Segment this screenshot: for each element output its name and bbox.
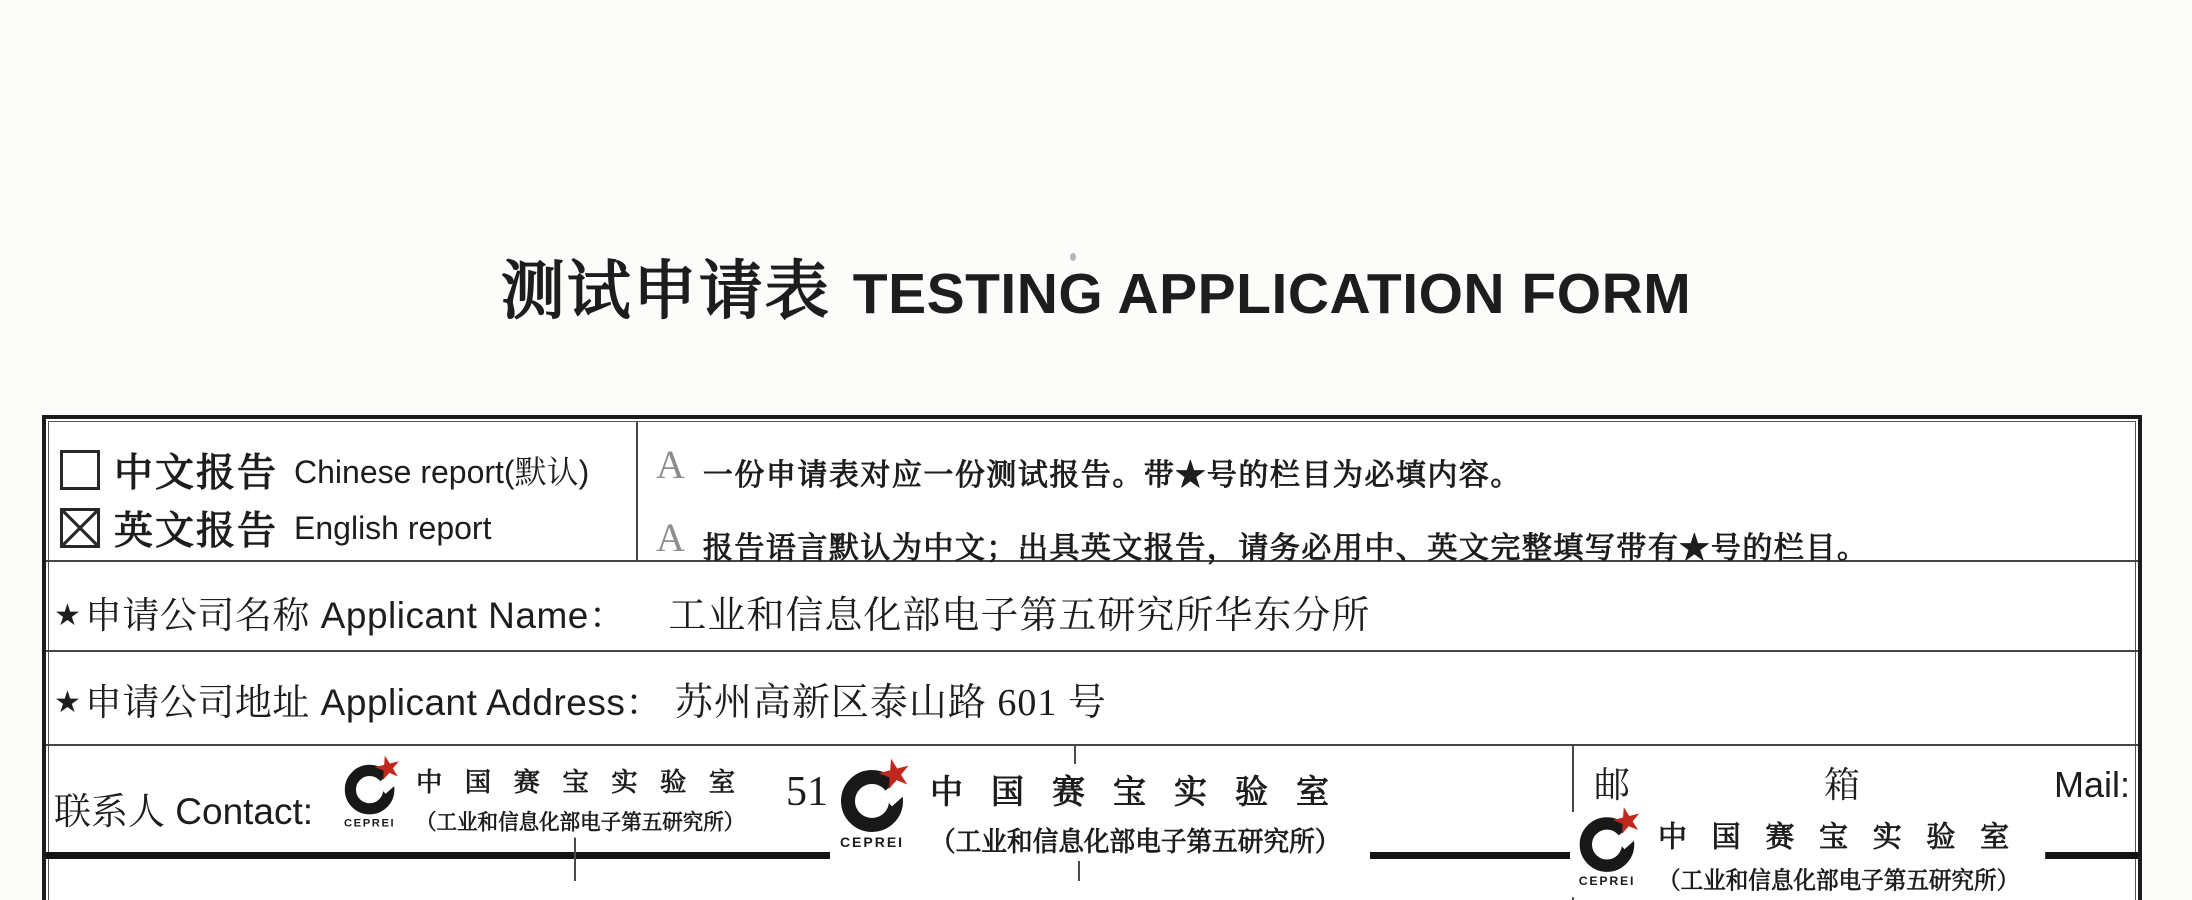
- cepre-logo-icon: [338, 747, 407, 829]
- contact-label: 联系人 Contact:: [54, 791, 314, 832]
- cepre-name-cn: 中国赛宝实验室: [930, 773, 1357, 810]
- cepre-logo-icon: [832, 748, 918, 850]
- applicant-address-label: 申请公司地址 Applicant Address：: [84, 682, 663, 723]
- applicant-address-row: [54, 671, 1107, 726]
- applicant-name-value: 工业和信息化部电子第五研究所华东分所: [668, 595, 1371, 637]
- note-line-1: [656, 442, 2126, 494]
- cepre-name-cn: 中国赛宝实验室: [416, 767, 758, 797]
- column-divider-report-row: [636, 422, 638, 560]
- required-star-icon: ★: [54, 686, 81, 719]
- mail-label-cn-2: 箱: [1823, 764, 1860, 805]
- cepre-stamp-3: [1570, 798, 2045, 897]
- page-title-chinese: 测试申请表: [500, 255, 831, 327]
- chinese-report-label-cn: 中文报告: [114, 452, 279, 495]
- note-bullet-icon: A: [656, 515, 685, 560]
- mail-label-cn-1: 邮: [1594, 764, 1631, 805]
- cepre-subname-cn: （工业和信息化部电子第五研究所）: [930, 827, 1341, 857]
- applicant-address-value: 苏州高新区泰山路 601 号: [674, 682, 1107, 724]
- cepre-brand-text: CEPREI: [343, 816, 396, 829]
- english-report-label-en: English report: [294, 509, 492, 546]
- option-english-report: [60, 505, 491, 551]
- cepre-subname-cn: （工业和信息化部电子第五研究所）: [416, 810, 745, 835]
- checkbox-english-report[interactable]: [60, 508, 100, 548]
- stamp-number: 51: [786, 769, 828, 815]
- note-line-2: [656, 515, 2126, 567]
- row-divider-2: [46, 650, 2138, 652]
- grid-tick-3: [574, 833, 576, 881]
- red-star-icon: ★: [1607, 798, 1648, 844]
- cepre-logo-icon: [1572, 798, 1648, 888]
- cepre-brand-text: CEPREI: [1578, 873, 1636, 888]
- red-star-icon: ★: [369, 747, 407, 789]
- cepre-brand-text: CEPREI: [839, 834, 905, 850]
- page-title: [0, 240, 2192, 332]
- applicant-name-row: [54, 584, 1370, 639]
- page-title-english: TESTING APPLICATION FORM: [852, 262, 1692, 326]
- chinese-report-label-en: Chinese report(默认): [294, 454, 590, 490]
- red-star-icon: ★: [872, 748, 918, 800]
- applicant-name-label: 申请公司名称 Applicant Name：: [84, 595, 627, 636]
- checkbox-chinese-report[interactable]: [60, 450, 100, 490]
- cepre-name-cn: 中国赛宝实验室: [1658, 819, 2034, 853]
- english-report-label-cn: 英文报告: [114, 510, 279, 553]
- cepre-subname-cn: （工业和信息化部电子第五研究所）: [1658, 867, 2020, 894]
- mail-cell: [1594, 757, 2130, 808]
- required-star-icon: ★: [54, 599, 81, 632]
- note-text-2: 报告语言默认为中文；出具英文报告，请务必用中、英文完整填写带有★号的栏目。: [702, 532, 1869, 565]
- mail-label-en: Mail:: [2053, 764, 2130, 805]
- cepre-stamp-2: [830, 748, 1370, 861]
- row-divider-3: [46, 744, 2138, 746]
- note-text-1: 一份申请表对应一份测试报告。带★号的栏目为必填内容。: [702, 459, 1522, 492]
- scan-artifact-dot: [1070, 253, 1076, 261]
- option-chinese-report: [60, 447, 589, 493]
- cepre-stamp-1: [336, 747, 768, 838]
- note-bullet-icon: A: [656, 442, 685, 487]
